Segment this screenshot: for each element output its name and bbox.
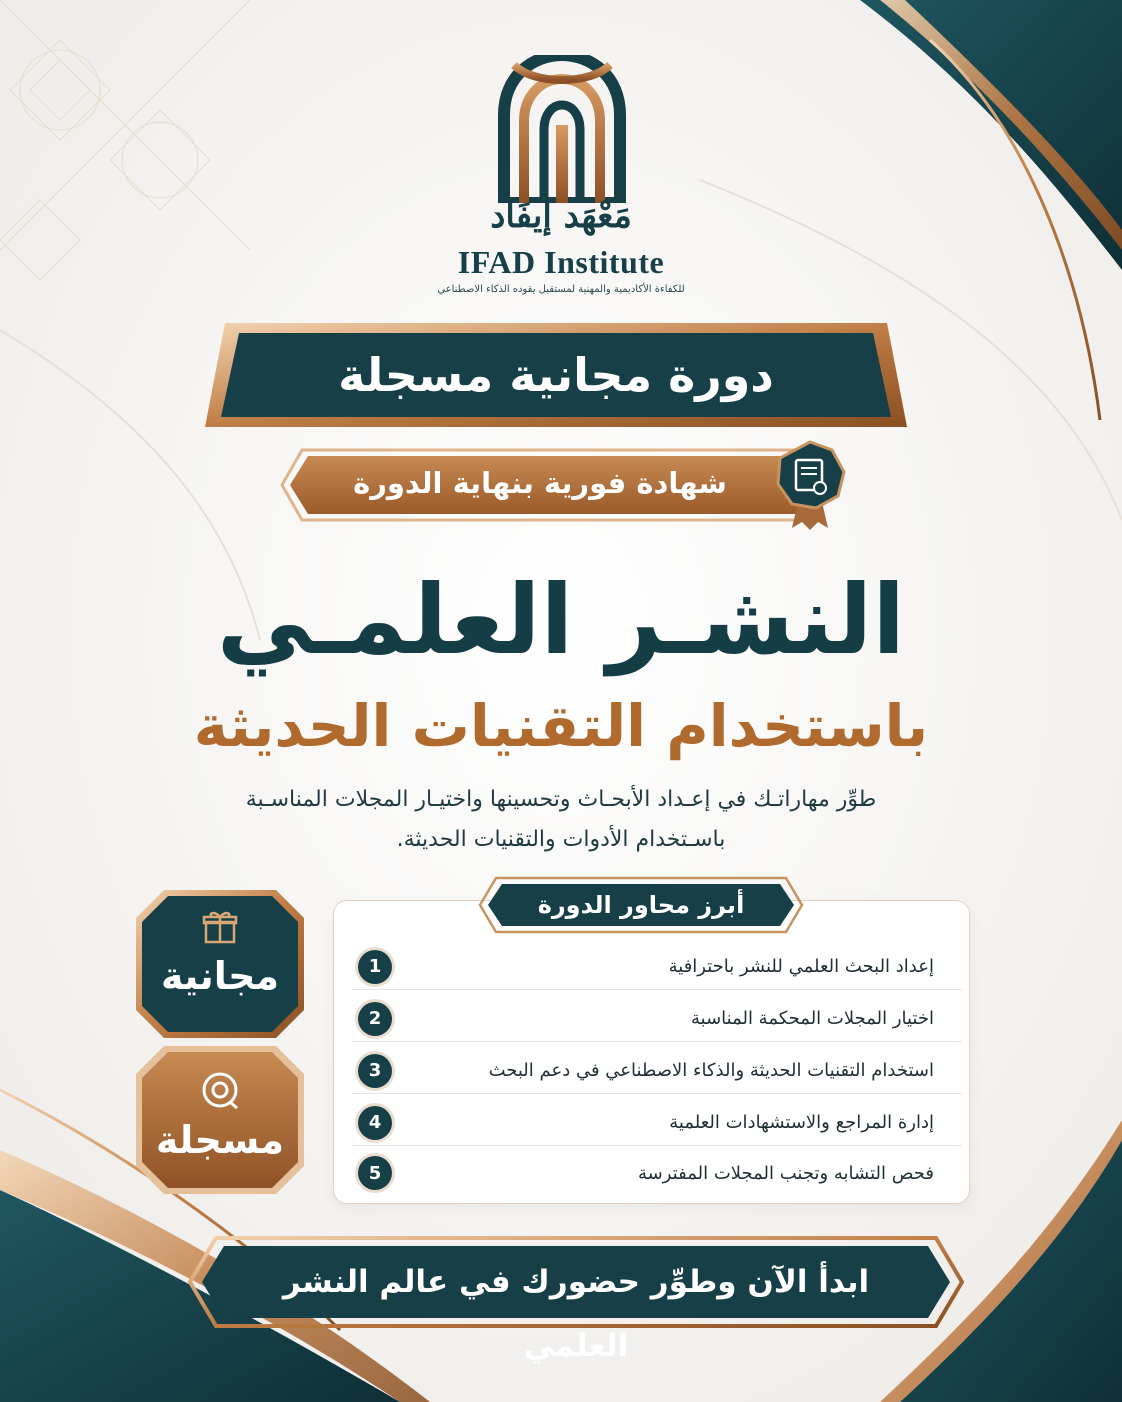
topic-number: 2 xyxy=(358,1002,392,1036)
badge-recorded-label: مسجلة xyxy=(155,1118,285,1162)
topic-text: اختيار المجلات المحكمة المناسبة xyxy=(690,1008,934,1029)
topic-item xyxy=(352,1150,962,1196)
topic-number: 5 xyxy=(358,1156,392,1190)
certificate-text: شهادة فورية بنهاية الدورة xyxy=(353,466,727,500)
description-line-1: طوِّر مهاراتـك في إعـداد الأبحـاث وتحسينها واختيـار المجلات المناسـبة xyxy=(245,787,877,812)
arch-logo-icon xyxy=(494,55,630,203)
badge-recorded xyxy=(134,1044,306,1196)
course-description xyxy=(150,780,972,860)
course-title: النشـر العلمـي xyxy=(216,564,906,676)
topic-text: إدارة المراجع والاستشهادات العلمية xyxy=(669,1112,934,1133)
brand-name-arabic: مَعْهَد إيفَاد xyxy=(490,196,632,236)
topic-item xyxy=(352,996,962,1042)
topics-title: أبرز محاور الدورة xyxy=(537,891,745,919)
topic-number: 1 xyxy=(358,950,392,984)
topic-number: 4 xyxy=(358,1106,392,1140)
badge-free xyxy=(134,888,306,1040)
badge-free-label: مجانية xyxy=(160,954,279,998)
gift-icon xyxy=(202,908,238,944)
certificate-icon xyxy=(770,440,850,530)
brand-tagline: للكفاءة الأكاديمية والمهنية لمستقبل يقوده الذكاء الاصطناعي xyxy=(437,284,685,295)
main-banner-title: دورة مجانية مسجلة xyxy=(338,348,774,402)
topic-text: إعداد البحث العلمي للنشر باحترافية xyxy=(668,956,934,977)
topic-number: 3 xyxy=(358,1054,392,1088)
cta-text: ابدأ الآن وطوِّر حضورك في عالم النشر العلمي xyxy=(282,1264,870,1364)
topic-item xyxy=(352,1100,962,1146)
topic-text: فحص التشابه وتجنب المجلات المفترسة xyxy=(638,1162,934,1184)
record-icon xyxy=(200,1070,240,1110)
topic-item xyxy=(352,944,962,990)
course-subtitle: باستخدام التقنيات الحديثة xyxy=(193,692,929,760)
topic-text: استخدام التقنيات الحديثة والذكاء الاصطناعي في دعم البحث xyxy=(488,1060,934,1081)
topic-item xyxy=(352,1048,962,1094)
brand-name-english: IFAD Institute xyxy=(457,244,665,280)
description-line-2: باسـتخدام الأدوات والتقنيات الحديثة. xyxy=(396,827,726,852)
